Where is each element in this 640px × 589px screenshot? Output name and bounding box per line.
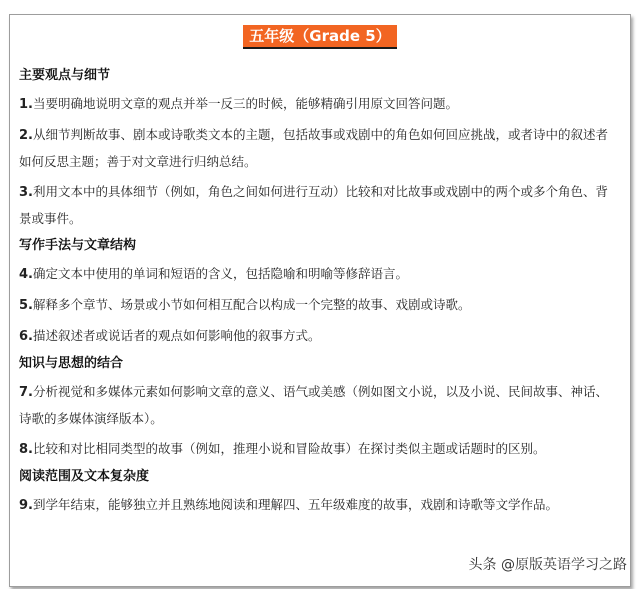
item-text: 描述叙述者或说话者的观点如何影响他的叙事方式。 bbox=[32, 328, 321, 343]
section-heading-range-complexity: 阅读范围及文本复杂度 bbox=[19, 469, 150, 484]
title-wrap bbox=[0, 25, 640, 49]
item-number: 3. bbox=[19, 185, 33, 200]
item-number: 5. bbox=[19, 298, 33, 313]
item-text: 分析视觉和多媒体元素如何影响文章的意义、语气或美感（例如图文小说，以及小说、民间故事、神话、诗歌的多媒体演绎版本）。 bbox=[19, 384, 608, 426]
item-number: 7. bbox=[19, 385, 33, 400]
page-title: 五年级（Grade 5） bbox=[243, 25, 396, 49]
item-number: 8. bbox=[19, 442, 33, 457]
item-text: 确定文本中使用的单词和短语的含义，包括隐喻和明喻等修辞语言。 bbox=[32, 266, 408, 281]
item-number: 9. bbox=[19, 498, 33, 513]
item-number: 4. bbox=[19, 267, 33, 282]
list-item bbox=[19, 436, 619, 463]
section-heading-knowledge-ideas: 知识与思想的结合 bbox=[19, 356, 124, 371]
item-number: 2. bbox=[19, 128, 33, 143]
item-text: 到学年结束，能够独立并且熟练地阅读和理解四、五年级难度的故事，戏剧和诗歌等文学作品。 bbox=[32, 497, 558, 512]
watermark: 头条 @原版英语学习之路 bbox=[468, 557, 627, 573]
item-text: 比较和对比相同类型的故事（例如，推理小说和冒险故事）在探讨类似主题或话题时的区别。 bbox=[32, 441, 546, 456]
content bbox=[19, 66, 619, 523]
list-item bbox=[19, 91, 619, 118]
list-item bbox=[19, 261, 619, 288]
list-item bbox=[19, 122, 619, 175]
list-item bbox=[19, 179, 619, 232]
section-heading-craft-structure: 写作手法与文章结构 bbox=[19, 238, 137, 253]
list-item bbox=[19, 492, 619, 519]
list-item bbox=[19, 379, 619, 432]
item-text: 当要明确地说明文章的观点并举一反三的时候，能够精确引用原文回答问题。 bbox=[32, 96, 458, 111]
list-item bbox=[19, 292, 619, 319]
item-text: 利用文本中的具体细节（例如，角色之间如何进行互动）比较和对比故事或戏剧中的两个或多个角色、背景或事件。 bbox=[19, 184, 608, 226]
item-number: 1. bbox=[19, 97, 33, 112]
section-heading-main-ideas: 主要观点与细节 bbox=[19, 68, 111, 83]
item-text: 从细节判断故事、剧本或诗歌类文本的主题，包括故事或戏剧中的角色如何回应挑战，或者诗中的叙述者如何反思主题；善于对文章进行归纳总结。 bbox=[19, 127, 608, 169]
item-text: 解释多个章节、场景或小节如何相互配合以构成一个完整的故事、戏剧或诗歌。 bbox=[32, 297, 471, 312]
list-item bbox=[19, 323, 619, 350]
item-number: 6. bbox=[19, 329, 33, 344]
